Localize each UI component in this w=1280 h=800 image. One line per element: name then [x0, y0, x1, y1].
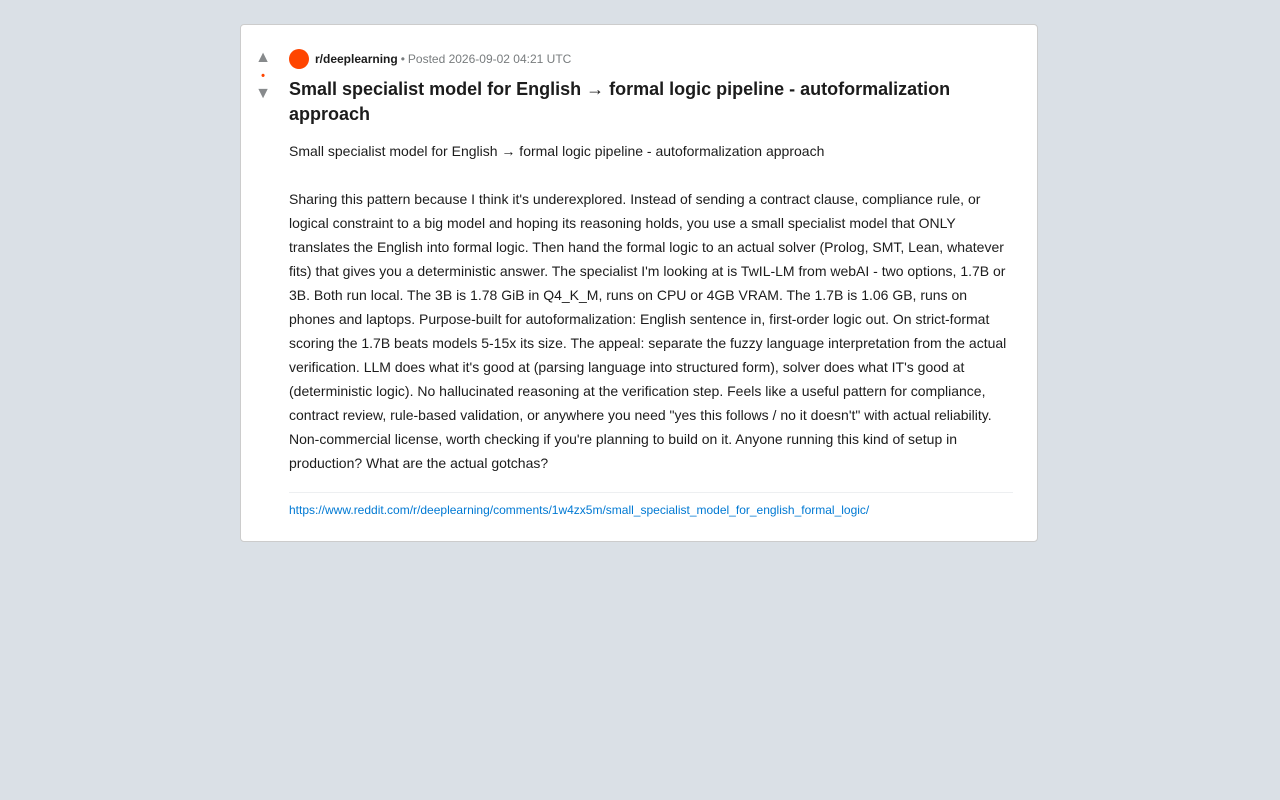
subreddit-link[interactable]: r/deeplearning: [315, 52, 398, 66]
posted-timestamp: Posted 2026-09-02 04:21 UTC: [407, 52, 572, 66]
downvote-icon[interactable]: ▼: [255, 85, 271, 102]
subreddit-icon[interactable]: [289, 49, 309, 69]
post-meta: [289, 49, 1013, 69]
vote-score: •: [261, 70, 265, 82]
post-card: [240, 24, 1038, 542]
post-title[interactable]: Small specialist model for English → formal logic pipeline - autoformalization approach: [289, 79, 951, 124]
body-paragraph: Sharing this pattern because I think it's underexplored. Instead of sending a contract clause, compliance rule, or logical constraint to a big model and hoping its reasoning holds, you use a small specialist model that ONLY translates the English into formal logic. Then hand the formal logic to an actual solver (Prolog, SMT, Lean, whatever fits) that gives you a deterministic answer. The specialist I'm looking at is TwIL-LM from webAI - two options, 1.7B or 3B. Both run local. The 3B is 1.78 GiB in Q4_K_M, runs on CPU or 4GB VRAM. The 1.7B is 1.06 GB, runs on phones and laptops. Purpose-built for autoformalization: English sentence in, first-order logic out. On strict-format scoring the 1.7B beats models 5-15x its size. The appeal: separate the fuzzy language interpretation from the actual verification. LLM does what it's good at (parsing language into structured form), solver does what IT's good at (deterministic logic). No hallucinated reasoning at the verification step. Feels like a useful pattern for compliance, contract review, rule-based validation, or anywhere you need "yes this follows / no it doesn't" with actual reliability. Non-commercial license, worth checking if you're planning to build on it. Anyone running this kind of setup in production? What are the actual gotchas?: [289, 191, 1007, 471]
vote-column: [253, 49, 273, 103]
post-footer: [289, 492, 1013, 519]
body-paragraph: Small specialist model for English → formal logic pipeline - autoformalization approach: [289, 143, 825, 159]
meta-separator: •: [400, 52, 405, 66]
upvote-icon[interactable]: ▲: [255, 49, 271, 66]
post-permalink[interactable]: https://www.reddit.com/r/deeplearning/comments/1w4zx5m/small_specialist_model_for_english_formal_logic/: [289, 503, 870, 517]
post-body: [289, 139, 1013, 475]
